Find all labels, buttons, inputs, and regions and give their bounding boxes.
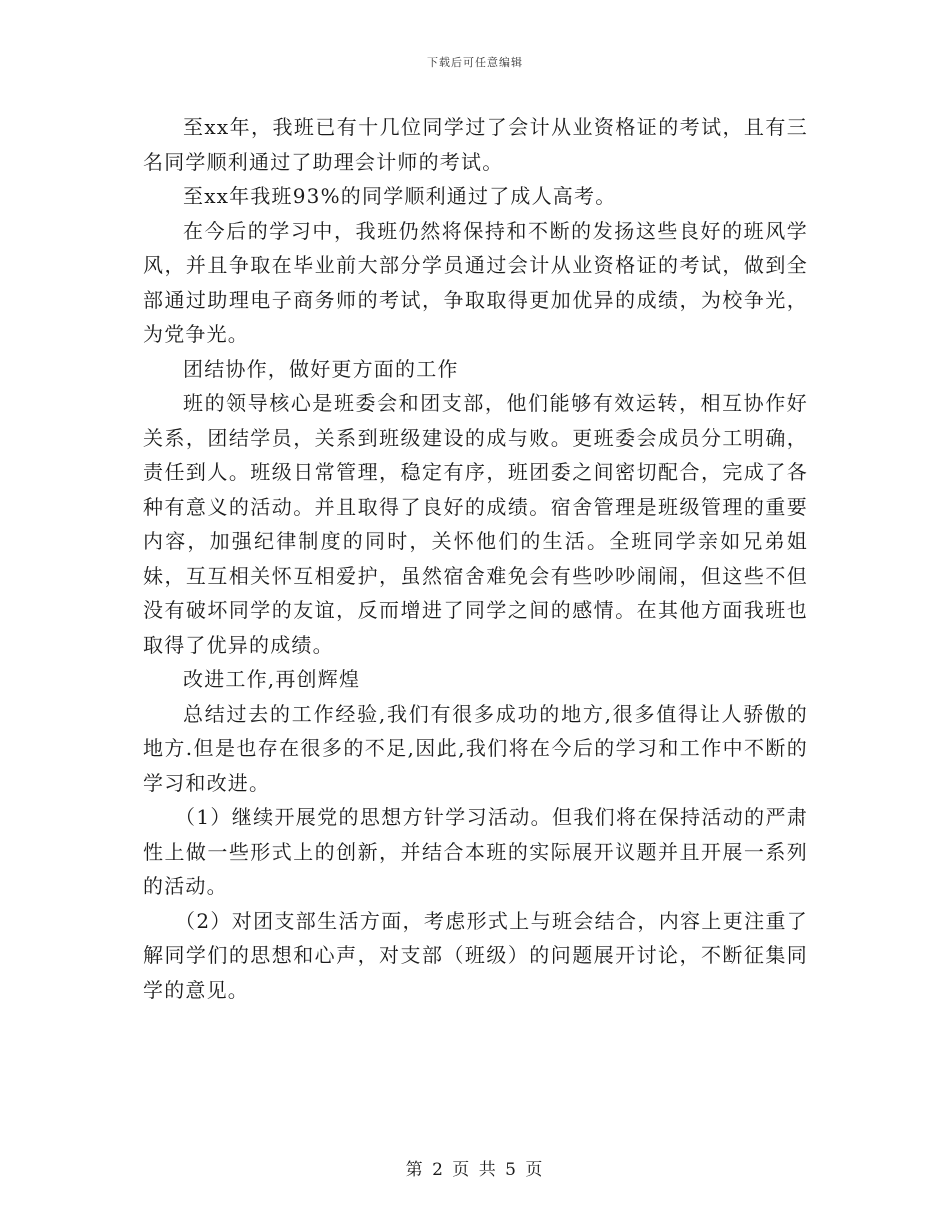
- paragraph-exam-results: 至xx年，我班已有十几位同学过了会计从业资格证的考试，且有三名同学顺利通过了助理会计师的考试。: [143, 115, 808, 174]
- section-heading-cooperation: 团结协作，做好更方面的工作: [183, 356, 459, 381]
- page-footer: 第 2 页 共 5 页: [405, 1160, 545, 1180]
- list-item-1: （1）继续开展党的思想方针学习活动。但我们将在保持活动的严肃性上做一些形式上的创新，并结合本班的实际展开议题并且开展一系列的活动。: [143, 805, 808, 898]
- section-heading-improvement: 改进工作,再创辉煌: [183, 667, 361, 691]
- paragraph-summary: 总结过去的工作经验,我们有很多成功的地方,很多值得让人骄傲的地方.但是也存在很多的不足,因此,我们将在今后的学习和工作中不断的学习和改进。: [143, 701, 808, 795]
- page-header: 下载后可任意编辑: [427, 56, 523, 69]
- paragraph-adult-exam: 至xx年我班93%的同学顺利通过了成人高考。: [183, 184, 617, 208]
- paragraph-future-study: 在今后的学习中，我班仍然将保持和不断的发扬这些良好的班风学风，并且争取在毕业前大部分学员通过会计从业资格证的考试，做到全部通过助理电子商务师的考试，争取取得更加优异的成绩，为校争光，为党争光。: [143, 218, 808, 346]
- document-body: [143, 110, 808, 1007]
- list-item-2: （2）对团支部生活方面，考虑形式上与班会结合，内容上更注重了解同学们的思想和心声，对支部（班级）的问题展开讨论，不断征集同学的意见。: [143, 908, 808, 1002]
- paragraph-leadership: 班的领导核心是班委会和团支部，他们能够有效运转，相互协作好关系，团结学员，关系到班级建设的成与败。更班委会成员分工明确，责任到人。班级日常管理，稳定有序，班团委之间密切配合，完成了各种有意义的活动。并且取得了良好的成绩。宿舍管理是班级管理的重要内容，加强纪律制度的同时，关怀他们的生活。全班同学亲如兄弟姐妹，互互相关怀互相爱护，虽然宿舍难免会有些吵吵闹闹，但这些不但没有破坏同学的友谊，反而增进了同学之间的感情。在其他方面我班也取得了优异的成绩。: [143, 391, 808, 657]
